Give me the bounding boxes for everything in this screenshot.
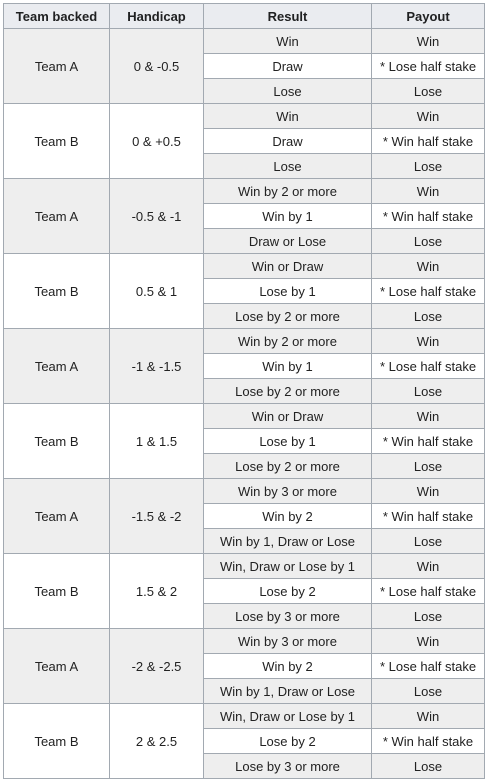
payout-cell: * Lose half stake: [372, 54, 485, 79]
table-row: [4, 29, 485, 54]
payout-cell: * Lose half stake: [372, 579, 485, 604]
result-cell: Lose by 2: [204, 579, 372, 604]
team-backed-cell: Team A: [4, 329, 110, 404]
result-cell: Lose by 2: [204, 729, 372, 754]
payout-cell: Lose: [372, 79, 485, 104]
handicap-cell: -2 & -2.5: [110, 629, 204, 704]
handicap-cell: 0 & -0.5: [110, 29, 204, 104]
handicap-table: [3, 3, 485, 779]
result-cell: Win by 2: [204, 504, 372, 529]
table-row: [4, 179, 485, 204]
team-backed-cell: Team A: [4, 629, 110, 704]
result-cell: Lose by 2 or more: [204, 454, 372, 479]
team-backed-cell: Team B: [4, 254, 110, 329]
payout-cell: Win: [372, 704, 485, 729]
result-cell: Draw: [204, 129, 372, 154]
payout-cell: * Win half stake: [372, 129, 485, 154]
payout-cell: * Lose half stake: [372, 279, 485, 304]
team-backed-cell: Team A: [4, 29, 110, 104]
header-team-backed: Team backed: [4, 4, 110, 29]
payout-cell: * Win half stake: [372, 204, 485, 229]
header-payout: Payout: [372, 4, 485, 29]
result-cell: Win by 3 or more: [204, 629, 372, 654]
header-result: Result: [204, 4, 372, 29]
header-handicap: Handicap: [110, 4, 204, 29]
result-cell: Win, Draw or Lose by 1: [204, 704, 372, 729]
payout-cell: Win: [372, 629, 485, 654]
team-backed-cell: Team B: [4, 704, 110, 779]
payout-cell: Lose: [372, 604, 485, 629]
payout-cell: Lose: [372, 154, 485, 179]
table-row: [4, 329, 485, 354]
table-row: [4, 629, 485, 654]
payout-cell: * Win half stake: [372, 729, 485, 754]
result-cell: Lose by 3 or more: [204, 754, 372, 779]
payout-cell: Win: [372, 29, 485, 54]
payout-cell: * Lose half stake: [372, 354, 485, 379]
payout-cell: Win: [372, 179, 485, 204]
result-cell: Win by 2 or more: [204, 329, 372, 354]
payout-cell: Lose: [372, 304, 485, 329]
handicap-cell: 1.5 & 2: [110, 554, 204, 629]
result-cell: Lose by 2 or more: [204, 304, 372, 329]
payout-cell: * Win half stake: [372, 429, 485, 454]
result-cell: Win by 2: [204, 654, 372, 679]
result-cell: Win: [204, 29, 372, 54]
team-backed-cell: Team B: [4, 104, 110, 179]
result-cell: Win: [204, 104, 372, 129]
result-cell: Draw: [204, 54, 372, 79]
team-backed-cell: Team B: [4, 554, 110, 629]
result-cell: Win by 1: [204, 354, 372, 379]
team-backed-cell: Team A: [4, 479, 110, 554]
result-cell: Lose: [204, 79, 372, 104]
result-cell: Win, Draw or Lose by 1: [204, 554, 372, 579]
handicap-cell: -1.5 & -2: [110, 479, 204, 554]
result-cell: Lose by 2 or more: [204, 379, 372, 404]
result-cell: Win by 3 or more: [204, 479, 372, 504]
result-cell: Draw or Lose: [204, 229, 372, 254]
payout-cell: Lose: [372, 229, 485, 254]
table-row: [4, 479, 485, 504]
result-cell: Win by 1, Draw or Lose: [204, 679, 372, 704]
table-body: [4, 29, 485, 779]
table-row: [4, 554, 485, 579]
payout-cell: Lose: [372, 379, 485, 404]
result-cell: Lose by 3 or more: [204, 604, 372, 629]
result-cell: Win by 2 or more: [204, 179, 372, 204]
payout-cell: Lose: [372, 754, 485, 779]
payout-cell: Win: [372, 254, 485, 279]
handicap-cell: -1 & -1.5: [110, 329, 204, 404]
payout-cell: * Lose half stake: [372, 654, 485, 679]
result-cell: Lose: [204, 154, 372, 179]
payout-cell: * Win half stake: [372, 504, 485, 529]
result-cell: Win by 1, Draw or Lose: [204, 529, 372, 554]
result-cell: Lose by 1: [204, 279, 372, 304]
payout-cell: Win: [372, 329, 485, 354]
payout-cell: Lose: [372, 529, 485, 554]
payout-cell: Win: [372, 104, 485, 129]
handicap-cell: 0 & +0.5: [110, 104, 204, 179]
payout-cell: Win: [372, 554, 485, 579]
result-cell: Lose by 1: [204, 429, 372, 454]
table-row: [4, 254, 485, 279]
payout-cell: Win: [372, 404, 485, 429]
team-backed-cell: Team B: [4, 404, 110, 479]
payout-cell: Lose: [372, 454, 485, 479]
table-row: [4, 404, 485, 429]
result-cell: Win or Draw: [204, 404, 372, 429]
payout-cell: Win: [372, 479, 485, 504]
result-cell: Win by 1: [204, 204, 372, 229]
table-row: [4, 704, 485, 729]
handicap-cell: 2 & 2.5: [110, 704, 204, 779]
handicap-cell: 1 & 1.5: [110, 404, 204, 479]
handicap-cell: -0.5 & -1: [110, 179, 204, 254]
header-row: [4, 4, 485, 29]
table-row: [4, 104, 485, 129]
result-cell: Win or Draw: [204, 254, 372, 279]
payout-cell: Lose: [372, 679, 485, 704]
team-backed-cell: Team A: [4, 179, 110, 254]
handicap-cell: 0.5 & 1: [110, 254, 204, 329]
